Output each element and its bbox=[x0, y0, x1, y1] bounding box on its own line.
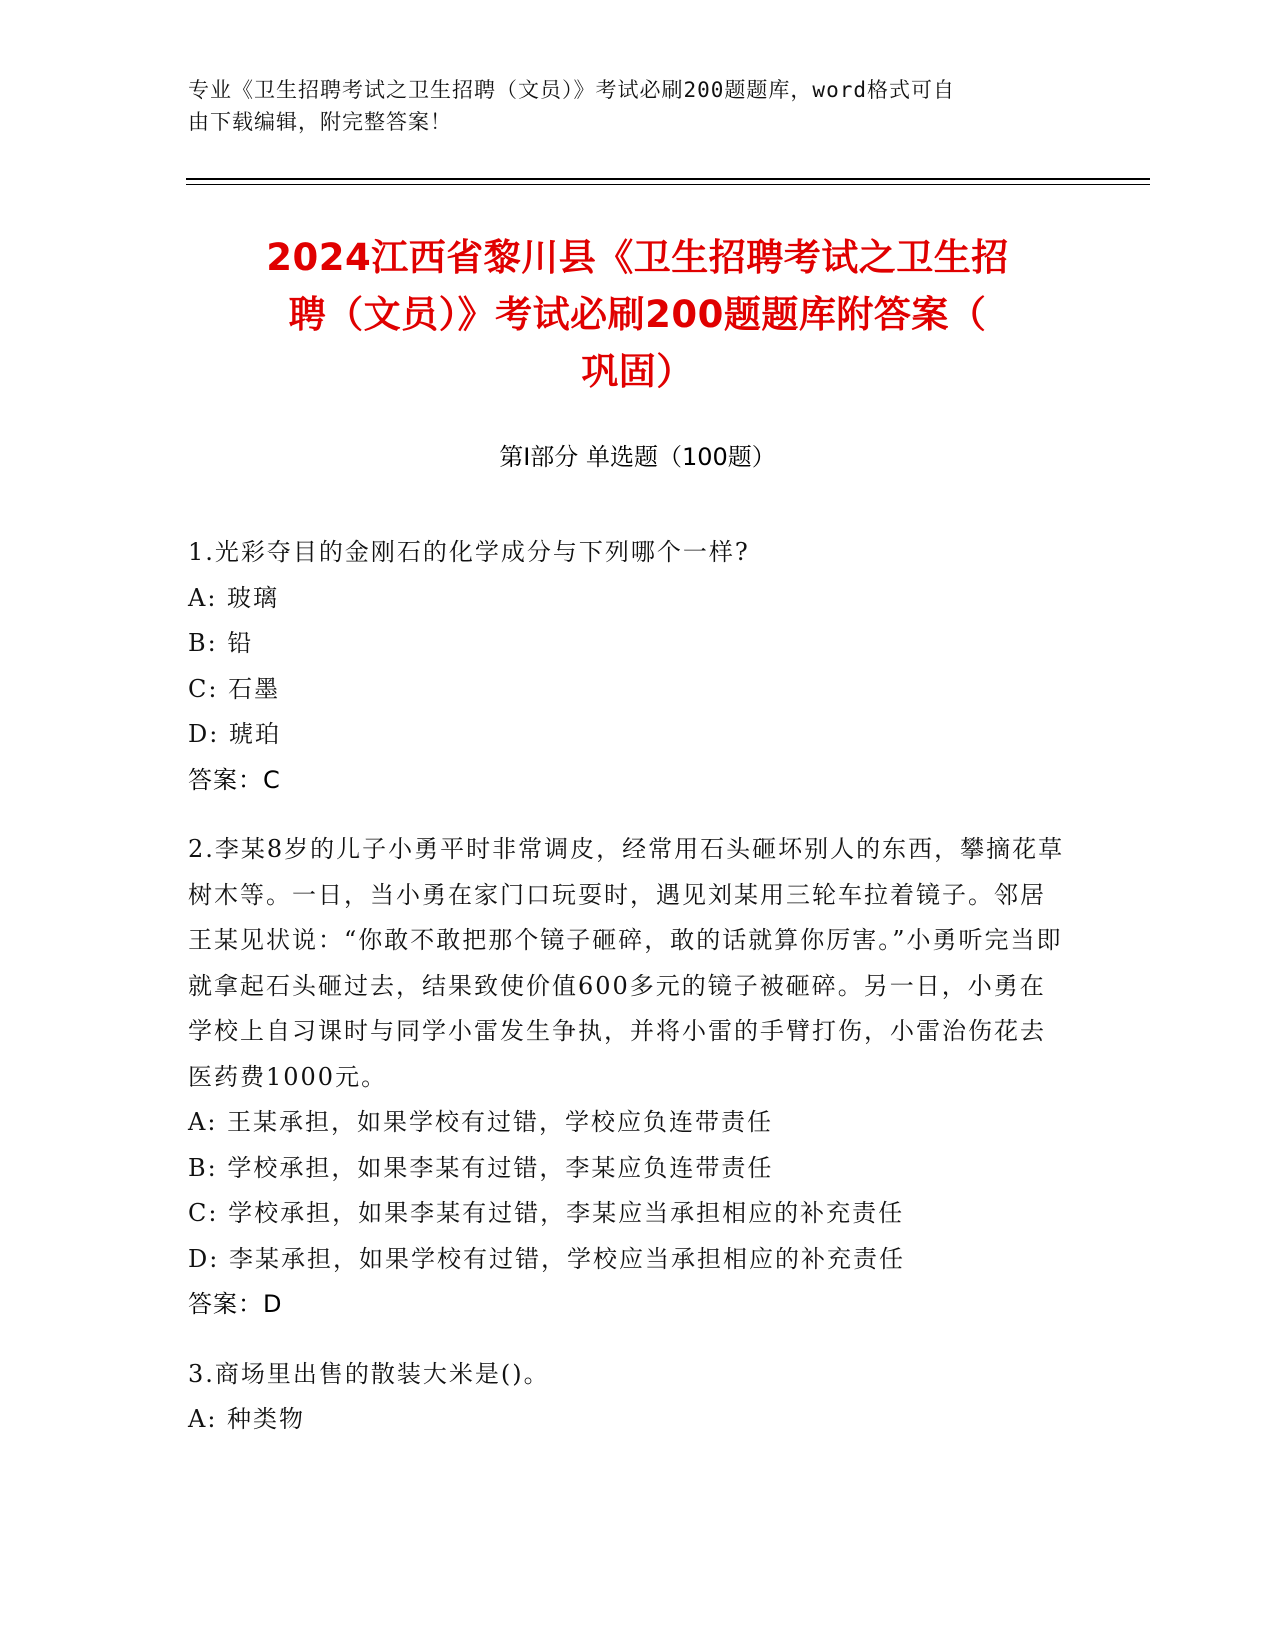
answer-line: 答案：C bbox=[188, 765, 281, 794]
question-stem: 3.商场里出售的散装大米是()。 bbox=[188, 1359, 550, 1388]
option-d: D: 李某承担，如果学校有过错，学校应当承担相应的补充责任 bbox=[188, 1244, 905, 1273]
question-list bbox=[188, 530, 1068, 1467]
document-title-line-2: 聘（文员）》考试必刷200题题库附答案（ bbox=[288, 293, 987, 336]
header-divider-thin bbox=[186, 184, 1150, 185]
option-b: B: 铅 bbox=[188, 629, 254, 657]
section-heading: 第Ⅰ部分 单选题（100题） bbox=[499, 443, 776, 471]
header-note bbox=[188, 74, 1068, 138]
header-note-line-1: 专业《卫生招聘考试之卫生招聘（文员）》考试必刷200题题库，word格式可自 bbox=[188, 78, 955, 102]
question-stem: 1.光彩夺目的金刚石的化学成分与下列哪个一样? bbox=[188, 538, 750, 566]
option-b: B: 学校承担，如果李某有过错，李某应负连带责任 bbox=[188, 1153, 774, 1182]
option-c: C: 石墨 bbox=[188, 674, 281, 703]
document-title-line-1: 2024江西省黎川县《卫生招聘考试之卫生招 bbox=[266, 236, 1009, 279]
option-a: A: 王某承担，如果学校有过错，学校应负连带责任 bbox=[188, 1108, 774, 1136]
option-a: A: 种类物 bbox=[188, 1405, 306, 1433]
question-2 bbox=[188, 827, 1068, 1328]
header-note-line-2: 由下载编辑，附完整答案！ bbox=[188, 110, 452, 134]
question-stem: 2.李某8岁的儿子小勇平时非常调皮，经常用石头砸坏别人的东西，攀摘花草树木等。一日，当小勇在家门口玩耍时，遇见刘某用三轮车拉着镜子。邻居王某见状说：“你敢不敢把那个镜子砸碎，敢的话就算你厉害。”小勇听完当即就拿起石头砸过去，结果致使价值600多元的镜子被砸碎。另一日，小勇在学校上自习课时与同学小雷发生争执，并将小雷的手臂打伤，小雷治伤花去医药费1000元。 bbox=[188, 835, 1065, 1091]
question-1 bbox=[188, 530, 1068, 803]
document-title bbox=[150, 229, 1125, 400]
option-c: C: 学校承担，如果李某有过错，李某应当承担相应的补充责任 bbox=[188, 1199, 905, 1227]
question-3 bbox=[188, 1352, 1068, 1443]
document-title-line-3: 巩固） bbox=[581, 350, 694, 393]
header-divider-thick bbox=[186, 178, 1150, 180]
answer-line: 答案：D bbox=[188, 1290, 283, 1318]
option-a: A: 玻璃 bbox=[188, 583, 280, 612]
option-d: D: 琥珀 bbox=[188, 720, 281, 748]
